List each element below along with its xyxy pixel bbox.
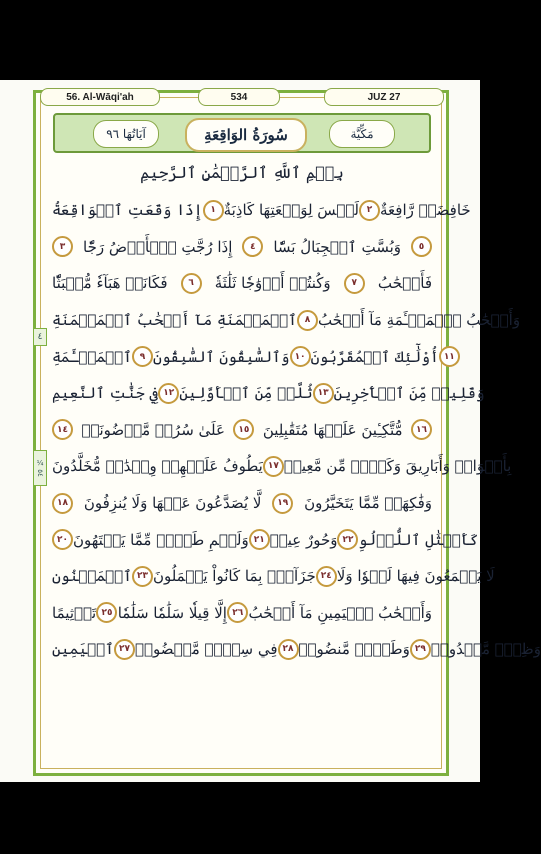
verse-line — [52, 448, 512, 485]
ayah-number-marker: ١ — [203, 200, 224, 221]
verse-line — [52, 558, 495, 595]
ayah-text: لَا يَسۡمَعُونَ فِيهَا لَغۡوٗا وَلَا — [336, 567, 495, 586]
verse-line — [52, 375, 485, 412]
ayah-text: فِي سِدۡرٖ مَّخۡضُودٖ — [134, 640, 278, 659]
ayah-text: فَأَصۡحَٰبُ — [377, 274, 432, 293]
verse-line — [52, 595, 432, 632]
ayah-text: وَأَصۡحَٰبُ ٱلۡيَمِينِ مَآ أَصۡحَٰبُ — [248, 603, 432, 622]
ayah-text: وَقَلِيلٞ مِّنَ ٱلۡأٓخِرِينَ — [333, 384, 485, 403]
ayah-text: عَلَىٰ سُرُرٖ مَّوۡضُونَةٖ — [81, 420, 225, 439]
verse-count: آيَاتُهَا ٩٦ — [93, 120, 159, 148]
verse-line — [52, 485, 432, 522]
ayah-number-marker: ١٨ — [52, 493, 73, 514]
page-number: 534 — [198, 88, 280, 106]
ayah-text: يَطُوفُ عَلَيۡهِمۡ وِلۡدَٰنٞ مُّخَلَّدُونَ — [52, 457, 263, 476]
ayah-text: إِلَّا قِيلٗا سَلَٰمٗا سَلَٰمٗا — [117, 603, 227, 622]
ayah-number-marker: ٣ — [52, 236, 73, 257]
ayah-text: إِذَا وَقَعَتِ ٱلۡوَاقِعَةُ — [52, 201, 203, 220]
side-marker-quarter: ¼ ٥٤ — [33, 450, 47, 486]
ayah-number-marker: ١٦ — [411, 419, 432, 440]
verse-line — [52, 302, 521, 339]
verse-line — [52, 265, 432, 302]
ayah-text: وَٱلسَّٰبِقُونَ ٱلسَّٰبِقُونَ — [152, 347, 290, 366]
ayah-text: فَكَانَتۡ هَبَآءٗ مُّنۢبَثّٗا — [52, 274, 168, 293]
bismillah: بِسۡمِ ٱللَّهِ ٱلرَّحۡمَٰنِ ٱلرَّحِيمِ — [140, 163, 344, 182]
ayah-text: ٱلۡمَشۡـَٔمَةِ — [52, 347, 132, 366]
ayah-number-marker: ١٩ — [272, 493, 293, 514]
verse-line — [52, 229, 432, 266]
ayah-text: بِأَكۡوَابٖ وَأَبَارِيقَ وَكَأۡسٖ مِّن مَّعِينٖ — [283, 457, 512, 476]
ayah-number-marker: ٢٩ — [410, 639, 431, 660]
verse-line — [52, 631, 541, 668]
ayah-text: وَبُسَّتِ ٱلۡجِبَالُ بَسّٗا — [273, 237, 402, 256]
verse-line — [52, 338, 455, 375]
ayah-text: لَيۡسَ لِوَقۡعَتِهَا كَاذِبَةٌ — [223, 201, 360, 220]
ayah-number-marker: ٢٧ — [114, 639, 135, 660]
surah-header — [53, 113, 431, 153]
ayah-text: فِي جَنَّٰتِ ٱلنَّعِيمِ — [52, 384, 159, 403]
ayah-number-marker: ٧ — [344, 273, 365, 294]
ayah-text: تَأۡثِيمًا — [52, 603, 97, 622]
surah-name-label: 56. Al-Wāqi'ah — [40, 88, 160, 106]
ayah-number-marker: ٢٤ — [316, 566, 337, 587]
ayah-number-marker: ٢٦ — [227, 602, 248, 623]
verse-line — [52, 412, 432, 449]
revelation-type: مَكِّيَّة — [329, 120, 395, 148]
ayah-text: جَزَآءَۢ بِمَا كَانُواْ يَعۡمَلُونَ — [152, 567, 316, 586]
ayah-text: وَأَصۡحَٰبُ ٱلۡمَشۡـَٔمَةِ مَآ أَصۡحَٰبُ — [317, 311, 521, 330]
ayah-text: خَافِضَةٞ رَّافِعَةٌ — [380, 201, 471, 220]
ayah-number-marker: ١٧ — [263, 456, 284, 477]
ayah-text: وَفَٰكِهَةٖ مِّمَّا يَتَخَيَّرُونَ — [304, 494, 432, 513]
page-top-bar — [40, 88, 442, 106]
ayah-text: ٱلۡمَيۡمَنَةِ مَآ أَصۡحَٰبُ ٱلۡمَيۡمَنَةِ — [52, 311, 297, 330]
surah-title: سُورَةُ الوَاقِعَةِ — [185, 118, 307, 152]
ayah-text: وَحُورٌ عِينٞ — [269, 530, 338, 549]
ayah-number-marker: ٢٠ — [52, 529, 73, 550]
ayah-text: وَلَحۡمِ طَيۡرٖ مِّمَّا يَشۡتَهُونَ — [73, 530, 249, 549]
ayah-text: إِذَا رُجَّتِ ٱلۡأَرۡضُ رَجّٗا — [83, 237, 233, 256]
ayah-text: لَّا يُصَدَّعُونَ عَنۡهَا وَلَا يُنزِفُونَ — [83, 494, 262, 513]
verse-line — [52, 521, 479, 558]
verse-line — [52, 192, 471, 229]
ayah-text: ٱلۡيَمِينِ — [52, 640, 114, 659]
ayah-number-marker: ١٠ — [290, 346, 311, 367]
ayah-number-marker: ١٢ — [158, 383, 179, 404]
ayah-number-marker: ٤ — [242, 236, 263, 257]
ayah-text: ٱلۡمَكۡنُونِ — [52, 567, 132, 586]
ayah-number-marker: ٢ — [359, 200, 380, 221]
ayah-text: ثُلَّةٞ مِّنَ ٱلۡأَوَّلِينَ — [179, 384, 313, 403]
side-marker-hizb: ٤ — [33, 328, 47, 346]
ayah-number-marker: ١٤ — [52, 419, 73, 440]
ayah-number-marker: ١١ — [439, 346, 460, 367]
verse-lines — [52, 192, 541, 668]
ayah-number-marker: ٢١ — [249, 529, 270, 550]
ayah-number-marker: ١٣ — [313, 383, 334, 404]
ayah-number-marker: ٢٣ — [132, 566, 153, 587]
ayah-number-marker: ١٥ — [233, 419, 254, 440]
ayah-text: مُّتَّكِـِٔينَ عَلَيۡهَا مُتَقَٰبِلِينَ — [262, 420, 403, 439]
ayah-number-marker: ٥ — [411, 236, 432, 257]
ayah-number-marker: ٢٥ — [96, 602, 117, 623]
ayah-number-marker: ٦ — [181, 273, 202, 294]
ayah-text: وَكُنتُمۡ أَزۡوَٰجٗا ثَلَٰثَةٗ — [214, 274, 331, 293]
ayah-number-marker: ٨ — [297, 310, 318, 331]
ayah-text: وَطَلۡحٖ مَّنضُودٖ — [298, 640, 410, 659]
ayah-text: وَظِلّٖ مَّمۡدُودٖ — [430, 640, 541, 659]
ayah-text: كَأَمۡثَٰلِ ٱللُّؤۡلُوِ — [358, 530, 479, 549]
juz-label: JUZ 27 — [324, 88, 444, 106]
ayah-number-marker: ٢٨ — [278, 639, 299, 660]
ayah-number-marker: ٩ — [132, 346, 153, 367]
ayah-text: أُوْلَٰٓئِكَ ٱلۡمُقَرَّبُونَ — [310, 347, 439, 366]
ayah-number-marker: ٢٢ — [337, 529, 358, 550]
